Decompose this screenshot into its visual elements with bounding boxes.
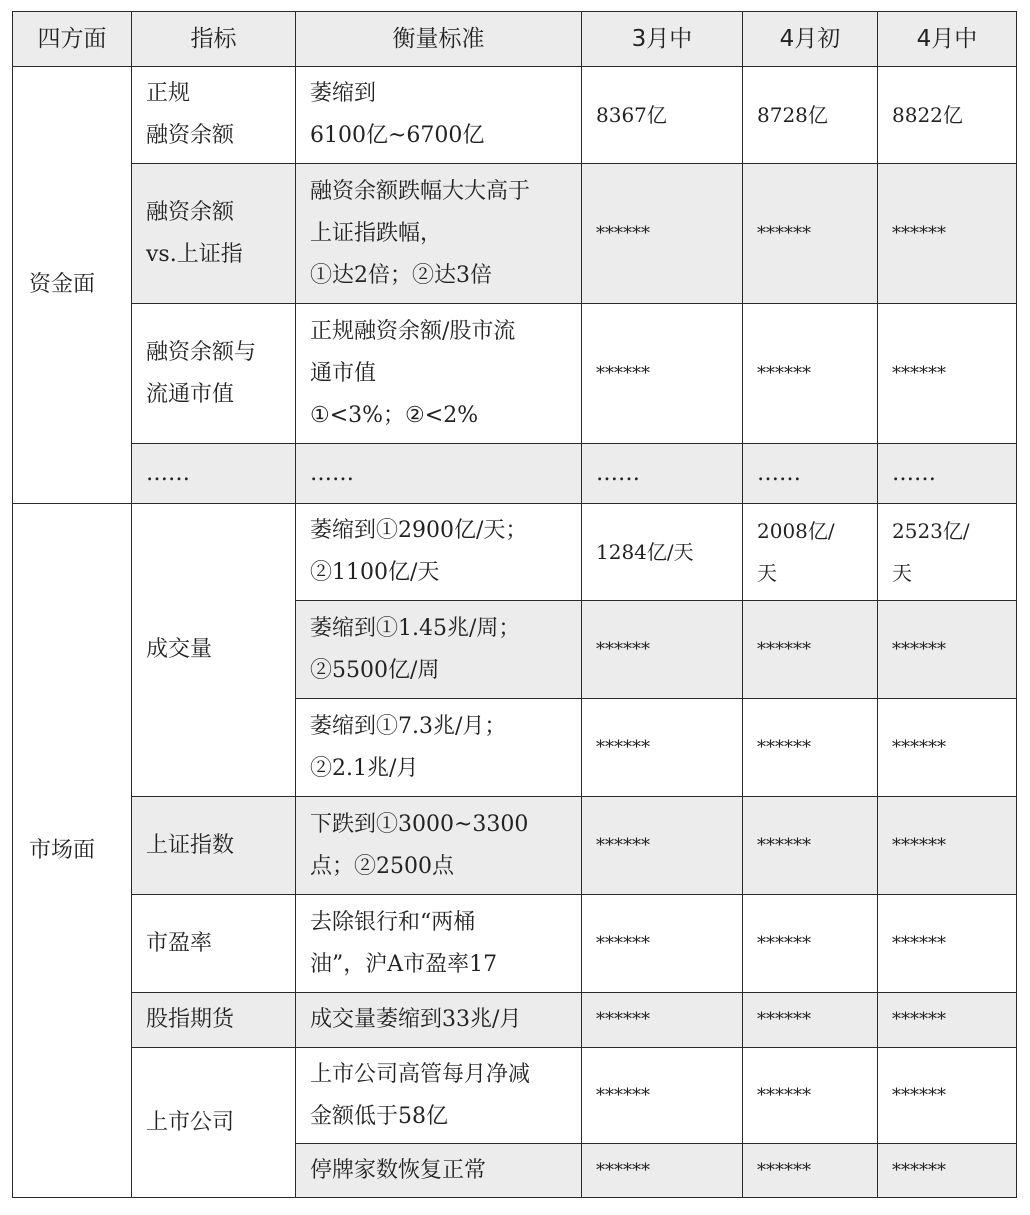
indicator-cell: …… (132, 444, 296, 504)
value-cell: ****** (743, 797, 878, 895)
table-row (13, 67, 1017, 164)
criterion-cell: 萎缩到①2900亿/天； ②1100亿/天 (296, 504, 582, 601)
value-cell: ****** (582, 993, 743, 1048)
value-cell: 1284亿/天 (582, 504, 743, 601)
header-row (13, 12, 1017, 67)
indicator-cell: 上证指数 (132, 797, 296, 895)
indicator-cell: 市盈率 (132, 895, 296, 993)
value-cell: …… (878, 444, 1017, 504)
group-cell-funds: 资金面 (13, 67, 132, 504)
value-cell: ****** (582, 1144, 743, 1198)
table-row (13, 504, 1017, 601)
header-cell-criterion: 衡量标准 (296, 12, 582, 67)
table-row (13, 444, 1017, 504)
value-cell: ****** (743, 895, 878, 993)
criterion-cell: 下跌到①3000~3300 点；②2500点 (296, 797, 582, 895)
value-cell: 2523亿/ 天 (878, 504, 1017, 601)
criterion-cell: 融资余额跌幅大大高于 上证指跌幅， ①达2倍；②达3倍 (296, 164, 582, 304)
value-cell: ****** (582, 797, 743, 895)
value-cell: ****** (878, 601, 1017, 699)
indicator-cell: 融资余额与 流通市值 (132, 304, 296, 444)
header-cell-mid-march: 3月中 (582, 12, 743, 67)
header-cell-indicator: 指标 (132, 12, 296, 67)
value-cell: ****** (878, 304, 1017, 444)
value-cell: ****** (878, 895, 1017, 993)
indicator-cell: 正规 融资余额 (132, 67, 296, 164)
table-row (13, 304, 1017, 444)
indicator-cell: 成交量 (132, 504, 296, 797)
value-cell: ****** (582, 1048, 743, 1144)
indicator-cell: 上市公司 (132, 1048, 296, 1198)
header-cell-mid-april: 4月中 (878, 12, 1017, 67)
criterion-cell: 成交量萎缩到33兆/月 (296, 993, 582, 1048)
criterion-cell: 上市公司高管每月净减 金额低于58亿 (296, 1048, 582, 1144)
header-cell-early-april: 4月初 (743, 12, 878, 67)
criterion-cell: 萎缩到①7.3兆/月； ②2.1兆/月 (296, 699, 582, 797)
value-cell: 2008亿/ 天 (743, 504, 878, 601)
indicator-cell: 股指期货 (132, 993, 296, 1048)
value-cell: ****** (878, 993, 1017, 1048)
value-cell: ****** (582, 699, 743, 797)
value-cell: 8822亿 (878, 67, 1017, 164)
value-cell: 8728亿 (743, 67, 878, 164)
value-cell: …… (743, 444, 878, 504)
value-cell: ****** (878, 699, 1017, 797)
criterion-cell: …… (296, 444, 582, 504)
table-row (13, 164, 1017, 304)
criterion-cell: 停牌家数恢复正常 (296, 1144, 582, 1198)
value-cell: ****** (582, 601, 743, 699)
table-row (13, 993, 1017, 1048)
group-cell-market: 市场面 (13, 504, 132, 1198)
criterion-cell: 去除银行和“两桶 油”，沪A市盈率17 (296, 895, 582, 993)
value-cell: ****** (878, 1048, 1017, 1144)
value-cell: ****** (743, 699, 878, 797)
value-cell: 8367亿 (582, 67, 743, 164)
value-cell: ****** (743, 601, 878, 699)
indicator-table (12, 11, 1017, 1198)
value-cell: ****** (743, 164, 878, 304)
value-cell: ****** (878, 1144, 1017, 1198)
value-cell: ****** (582, 304, 743, 444)
criterion-cell: 萎缩到①1.45兆/周； ②5500亿/周 (296, 601, 582, 699)
value-cell: ****** (743, 1048, 878, 1144)
table-row (13, 895, 1017, 993)
indicator-cell: 融资余额 vs.上证指 (132, 164, 296, 304)
value-cell: ****** (582, 164, 743, 304)
table-row (13, 797, 1017, 895)
criterion-cell: 萎缩到 6100亿~6700亿 (296, 67, 582, 164)
value-cell: ****** (878, 164, 1017, 304)
criterion-cell: 正规融资余额/股市流 通市值 ①<3%；②<2% (296, 304, 582, 444)
value-cell: ****** (743, 993, 878, 1048)
value-cell: ****** (878, 797, 1017, 895)
value-cell: ****** (582, 895, 743, 993)
value-cell: ****** (743, 304, 878, 444)
value-cell: ****** (743, 1144, 878, 1198)
value-cell: …… (582, 444, 743, 504)
table-row (13, 1048, 1017, 1144)
header-cell-aspect: 四方面 (13, 12, 132, 67)
